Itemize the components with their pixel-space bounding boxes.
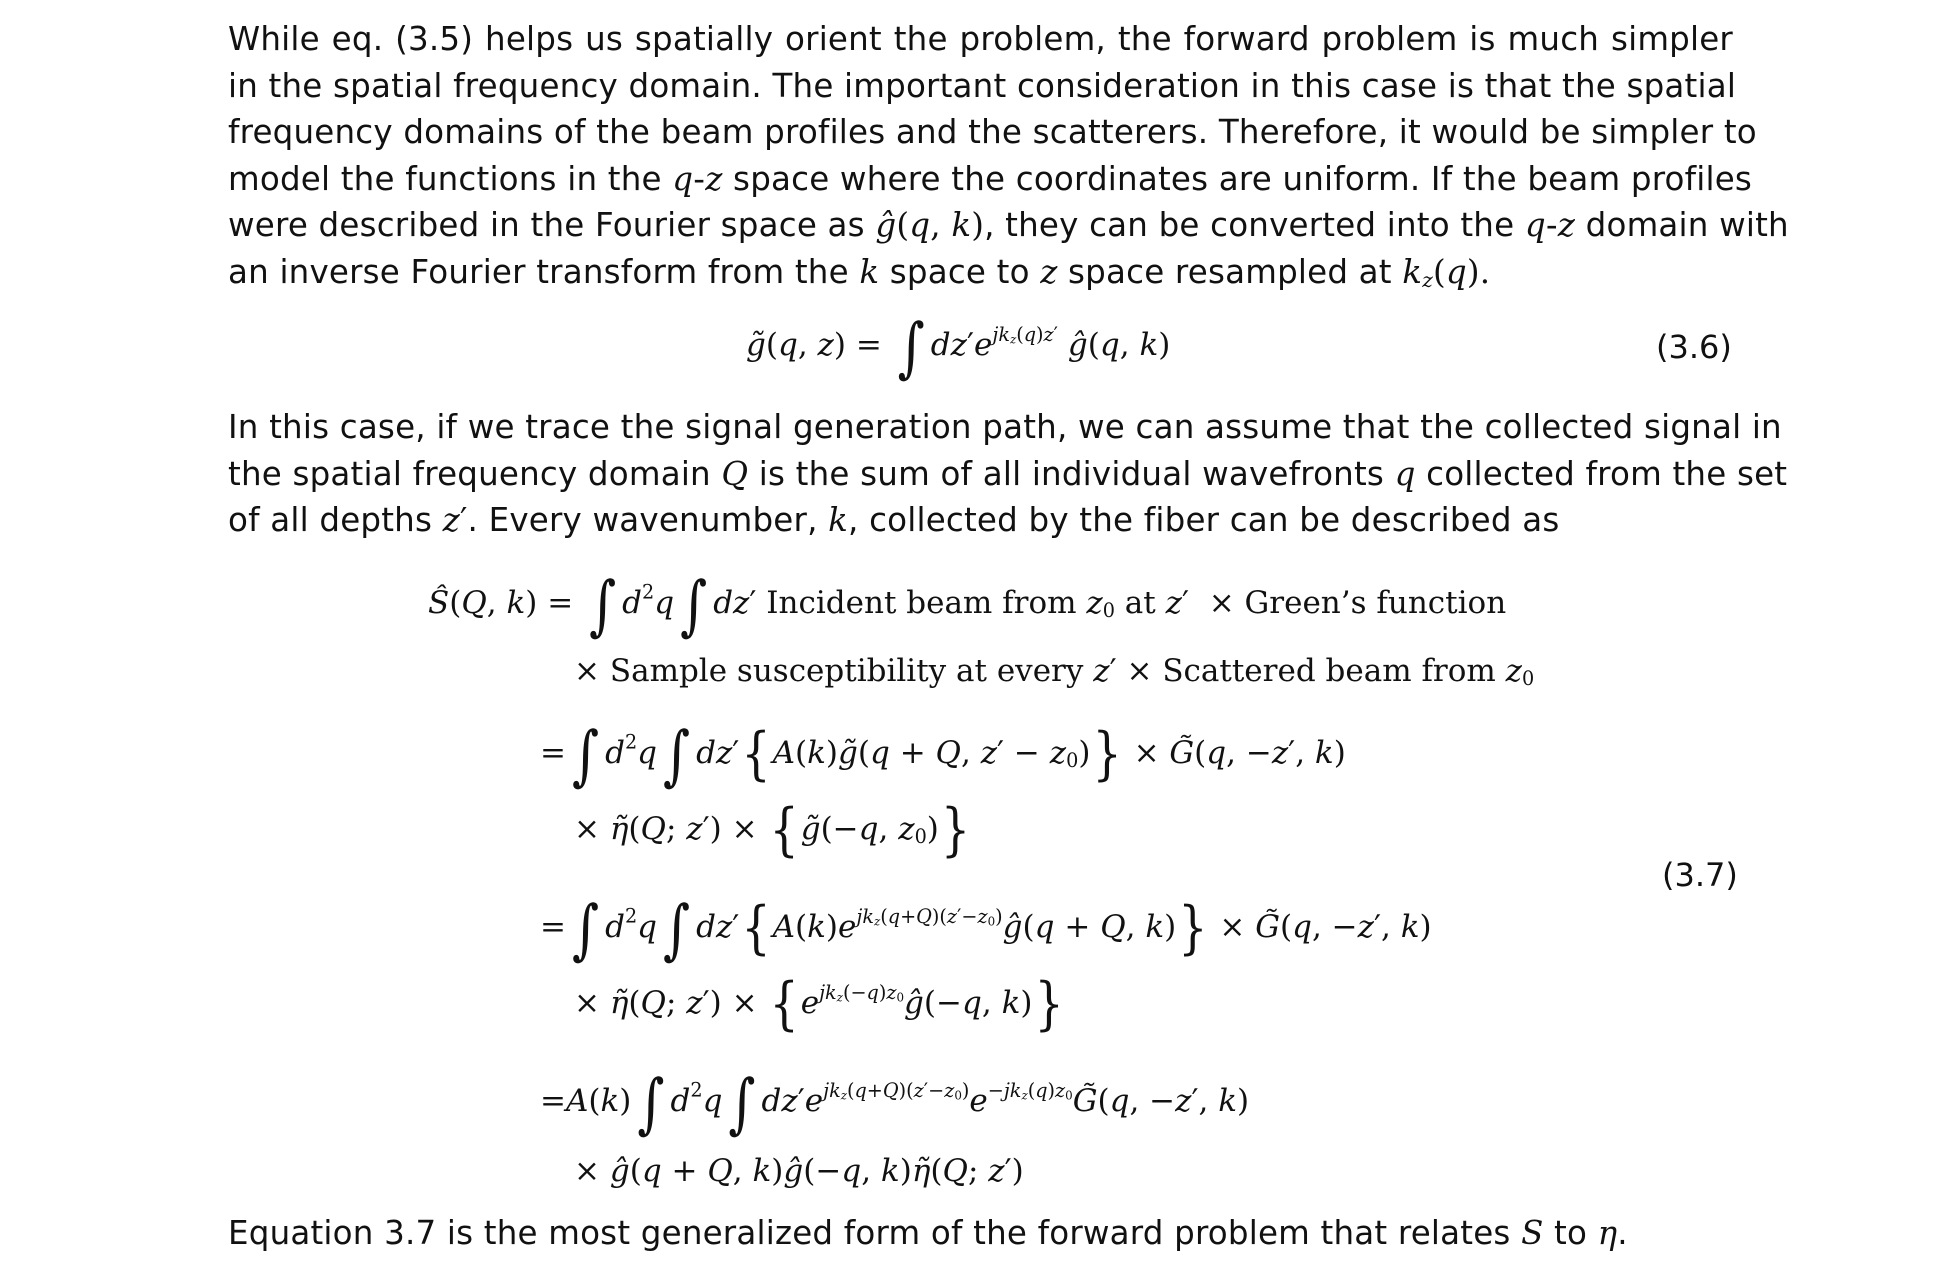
text-line: In this case, if we trace the signal generation path, we can assume that the collected signal in [228,408,1782,446]
equation-3-7-line-7: =A(k) ∫ $d^2q$ ∫ $dz'e^{jk_z(q+Q)(z'-z_0)}e^{-jk_z(q)z_0}G̃(q$, −z′, k) [540,1066,1250,1142]
equation-3-6: g̃(q, z) = ∫ $dz'e^{jk_z(q)z'}$ ĝ(q, k) [746,310,1171,386]
equation-3-7-line-4: × η̃(Q; z′) × {g̃(−q, $z_0$)} [574,795,971,863]
equation-3-7-line-1: Ŝ(Q, k) = ∫ $d^2q$ ∫ dz′ Incident beam from $z_0$ at z′ × Green’s function [428,568,1507,644]
text-line: of all depths z′. Every wavenumber, k, collected by the fiber can be described as [228,501,1560,539]
text-line: frequency domains of the beam profiles and the scatterers. Therefore, it would be simpler to [228,113,1757,151]
text-line: the spatial frequency domain Q is the sum of all individual wavefronts q collected from the set [228,454,1788,493]
text-line: model the functions in the q-z space where the coordinates are uniform. If the beam profiles [228,159,1753,198]
paragraph-intro [228,16,1789,295]
paragraph-signal [228,404,1788,544]
text-line: an inverse Fourier transform from the k space to z space resampled at $k_z(q)$. [228,252,1491,292]
text-line: were described in the Fourier space as ĝ(q, k), they can be converted into the q-z domain with [228,206,1789,244]
equation-3-7-line-8: × ĝ(q + Q, k)ĝ(−q, k)η̃(Q; z′) [574,1153,1024,1189]
text-line: While eq. (3.5) helps us spatially orient the problem, the forward problem is much simpler [228,20,1733,58]
text-line: in the spatial frequency domain. The important consideration in this case is that the spatial [228,66,1737,105]
equation-number-3-7: (3.7) [1662,856,1738,894]
equation-3-7-line-3: = ∫ $d^2q$ ∫ dz′{A(k)g̃(q + Q, $z' - z_0$)} × G̃(q, −z′, k) [540,718,1346,794]
equation-3-7-line-2: × Sample susceptibility at every z′ × Scattered beam from $z_0$ [574,653,1535,690]
equation-3-7-line-5: = ∫ $d^2q$ ∫ $dz'\{A(k)e^{jk_z(q+Q)(z'-z_0)}ĝ(q + Q$, k)} × G̃(q, −z′, k) [540,892,1432,968]
paragraph-closing [228,1210,1733,1257]
text-line: Equation 3.7 is the most generalized form of the forward problem that relates S to η. [228,1214,1628,1252]
equation-number-3-6: (3.6) [1656,328,1732,366]
equation-3-7-line-6: × η̃(Q; $z') \times \{e^{jk_z(-q)z_0}ĝ(-q$, k)} [574,969,1064,1037]
